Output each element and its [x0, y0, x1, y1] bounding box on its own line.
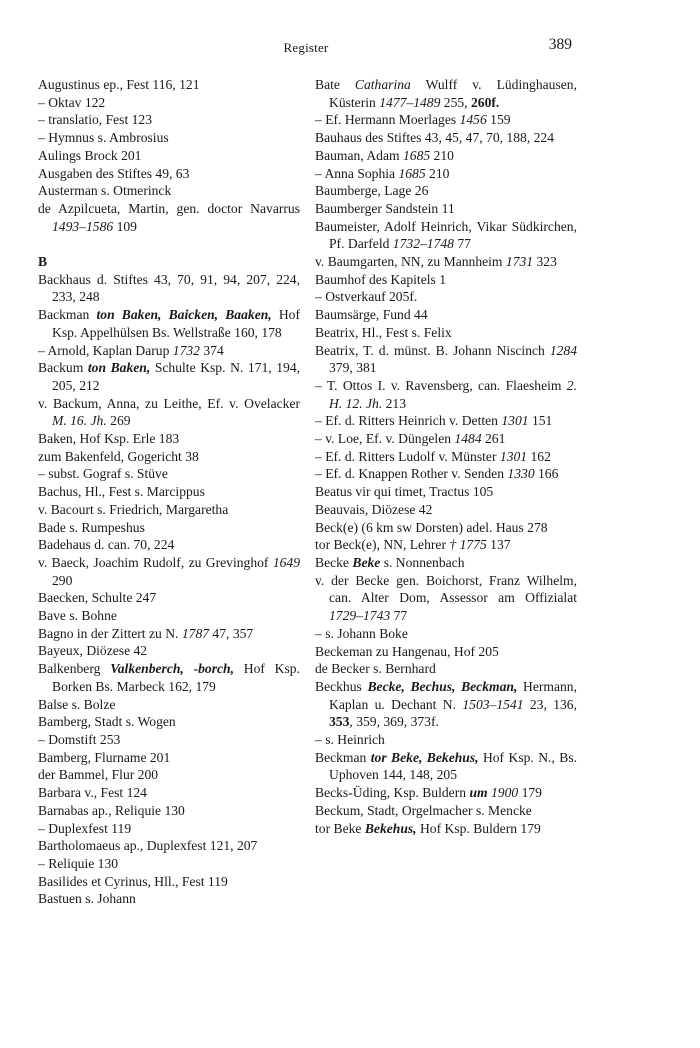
index-entry: – Oktav 122 [38, 94, 106, 110]
index-entry: Badehaus d. can. 70, 224 [38, 537, 175, 553]
index-entry: Barnabas ap., Reliquie 130 [38, 802, 185, 818]
index-entry: Augustinus ep., Fest 116, 121 [38, 77, 200, 92]
index-entry: Bave s. Bohne [38, 608, 117, 624]
index-entry: v. Backum, Anna, zu Leithe, Ef. v. Ovelacker M. 16. Jh. 269 [38, 395, 300, 429]
index-entry: Baumhof des Kapitels 1 [315, 271, 447, 287]
index-entry: de Becker s. Bernhard [315, 661, 436, 677]
index-entry: Ausgaben des Stiftes 49, 63 [38, 165, 190, 181]
index-entry: Balkenberg Valkenberch, -borch, Hof Ksp. Borken Bs. Marbeck 162, 179 [38, 661, 300, 694]
index-entry: tor Beck(e), NN, Lehrer † 1775 137 [315, 537, 511, 553]
index-entry: Bauhaus des Stiftes 43, 45, 47, 70, 188, 224 [315, 130, 555, 146]
index-entry: v. Baumgarten, NN, zu Mannheim 1731 323 [315, 254, 557, 270]
index-entry: Beatrix, T. d. münst. B. Johann Niscinch 1284 379, 381 [315, 342, 577, 376]
index-entry: Austerman s. Otmerinck [38, 183, 172, 199]
index-entry: – Duplexfest 119 [38, 820, 132, 836]
index-entry: tor Beke Bekehus, Hof Ksp. Buldern 179 [315, 820, 541, 836]
index-entry: – Arnold, Kaplan Darup 1732 374 [38, 342, 224, 358]
index-entry: v. Baeck, Joachim Rudolf, zu Grevinghof 1649 290 [38, 554, 300, 588]
index-entry: – subst. Gograf s. Stüve [38, 466, 168, 482]
index-entry: – translatio, Fest 123 [38, 112, 153, 128]
index-entry: Beck(e) (6 km sw Dorsten) adel. Haus 278 [315, 519, 548, 535]
index-entry: Bayeux, Diözese 42 [38, 643, 148, 659]
page-number: 389 [548, 36, 572, 53]
index-entry: Barbara v., Fest 124 [38, 785, 147, 801]
index-entry: – Ef. Hermann Moerlages 1456 159 [315, 112, 511, 128]
index-entry: Beckeman zu Hangenau, Hof 205 [315, 643, 499, 659]
index-entry: Aulings Brock 201 [38, 147, 142, 163]
index-entry: Bade s. Rumpeshus [38, 519, 145, 535]
index-entry: – Hymnus s. Ambrosius [38, 130, 169, 146]
index-entry: Beauvais, Diözese 42 [315, 501, 433, 517]
running-head: Register [283, 40, 329, 55]
index-entry: – Ostverkauf 205f. [315, 289, 418, 305]
section-letter: B [38, 254, 48, 270]
index-entry: Backhaus d. Stiftes 43, 70, 91, 94, 207, 224, 233, 248 [38, 271, 300, 305]
index-entry: – s. Johann Boke [315, 625, 408, 641]
index-entry: Balse s. Bolze [38, 696, 116, 712]
index-entry: – Reliquie 130 [38, 855, 119, 871]
index-entry: – v. Loe, Ef. v. Düngelen 1484 261 [315, 431, 506, 447]
index-entry: Bamberg, Flurname 201 [38, 749, 171, 765]
index-entry: Bastuen s. Johann [38, 891, 136, 907]
index-entry: Baumsärge, Fund 44 [315, 307, 428, 323]
index-entry: – Ef. d. Ritters Ludolf v. Münster 1301 162 [315, 448, 551, 464]
index-entry: Baumberge, Lage 26 [315, 183, 429, 199]
index-entry: Becks-Üding, Ksp. Buldern um 1900 179 [315, 785, 542, 801]
index-entry: v. der Becke gen. Boichorst, Franz Wilhelm, can. Alter Dom, Assessor am Offizialat 1729–1743 77 [315, 572, 577, 624]
index-entry: Bachus, Hl., Fest s. Marcippus [38, 484, 205, 500]
index-entry: Bauman, Adam 1685 210 [315, 147, 454, 163]
index-entry: Becke Beke s. Nonnenbach [315, 554, 465, 570]
index-entry: Baumberger Sandstein 11 [315, 200, 455, 216]
index-entry: Beatus vir qui timet, Tractus 105 [315, 484, 494, 500]
index-entry: Bamberg, Stadt s. Wogen [38, 714, 176, 730]
index-entry: Baumeister, Adolf Heinrich, Vikar Südkirchen, Pf. Darfeld 1732–1748 77 [315, 218, 577, 252]
index-entry: Backman ton Baken, Baicken, Baaken, Hof Ksp. Appelhülsen Bs. Wellstraße 160, 178 [38, 307, 300, 340]
index-entry: – Anna Sophia 1685 210 [315, 165, 450, 181]
index-column-right [315, 76, 577, 837]
index-entry: de Azpilcueta, Martin, gen. doctor Navarrus 1493–1586 109 [38, 200, 300, 234]
index-entry: – Ef. d. Ritters Heinrich v. Detten 1301 151 [315, 413, 553, 429]
index-entry: der Bammel, Flur 200 [38, 767, 159, 783]
index-entry: – Domstift 253 [38, 731, 121, 747]
index-entry: v. Bacourt s. Friedrich, Margaretha [38, 501, 229, 517]
index-entry: Beatrix, Hl., Fest s. Felix [315, 324, 452, 340]
index-column-left [38, 76, 300, 908]
index-entry: – Ef. d. Knappen Rother v. Senden 1330 166 [315, 466, 559, 482]
index-entry: Beckum, Stadt, Orgelmacher s. Mencke [315, 802, 532, 818]
page-header [40, 36, 572, 58]
index-entry: Backum ton Baken, Schulte Ksp. N. 171, 194, 205, 212 [38, 360, 301, 393]
index-entry: Bartholomaeus ap., Duplexfest 121, 207 [38, 838, 258, 854]
index-entry: Beckman tor Beke, Bekehus, Hof Ksp. N., Bs. Uphoven 144, 148, 205 [315, 749, 578, 783]
index-entry: Baecken, Schulte 247 [38, 590, 157, 606]
index-entry: – T. Ottos I. v. Ravensberg, can. Flaesheim 2. H. 12. Jh. 213 [315, 377, 577, 411]
index-entry: Baken, Hof Ksp. Erle 183 [38, 431, 180, 447]
index-entry: zum Bakenfeld, Gogericht 38 [38, 448, 199, 464]
index-entry: Beckhus Becke, Bechus, Beckman, Hermann, Kaplan u. Dechant N. 1503–1541 23, 136, 353, 359, 369, 373f. [315, 678, 577, 730]
index-entry: Basilides et Cyrinus, Hll., Fest 119 [38, 873, 228, 889]
index-entry: – s. Heinrich [315, 732, 385, 748]
index-entry: Bagno in der Zittert zu N. 1787 47, 357 [38, 625, 254, 641]
index-entry: Bate Catharina Wulff v. Lüdinghausen, Küsterin 1477–1489 255, 260f. [315, 77, 577, 110]
